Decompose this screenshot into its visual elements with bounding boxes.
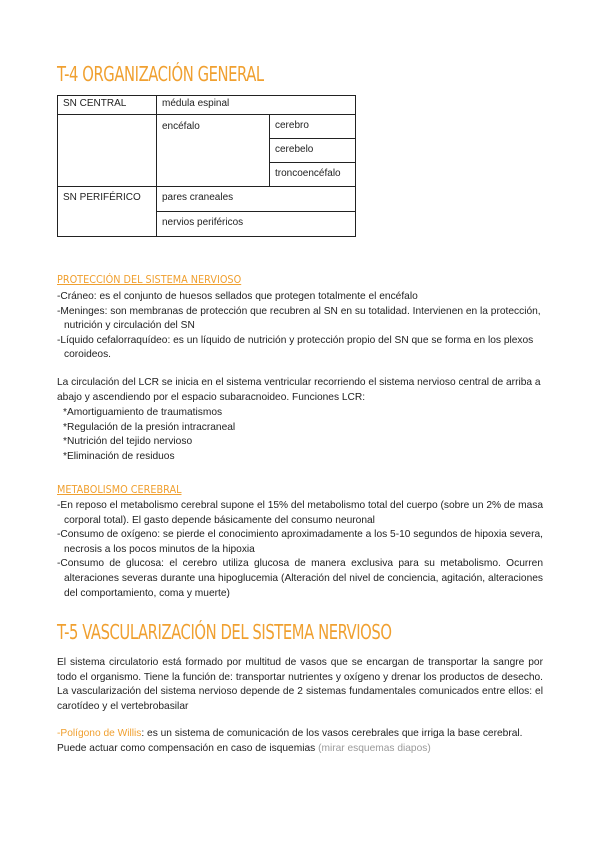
willis-paragraph — [57, 727, 543, 756]
willis-term: -Polígono de Willis — [57, 728, 142, 739]
heading-proteccion: PROTECCIÓN DEL SISTEMA NERVIOSO — [57, 273, 242, 286]
heading-metabolismo: METABOLISMO CEREBRAL — [57, 483, 182, 496]
list-item: -Consumo de oxígeno: se pierde el conocimiento aproximadamente a los 5-10 segundos de hipoxia severa, necrosis a los pocos minutos de la hipoxia — [57, 529, 543, 555]
cell-empty — [58, 163, 157, 187]
list-item: -Cráneo: es el conjunto de huesos sellados que protegen totalmente el encéfalo — [57, 291, 418, 302]
list-item: -En reposo el metabolismo cerebral supone el 15% del metabolismo total del cuerpo (sobre un 2% de masa corporal total). El gasto depende básicamente del consumo neuronal — [57, 500, 543, 526]
list-item: -Consumo de glucosa: el cerebro utiliza glucosa de manera exclusiva para su metabolismo. Ocurren alteraciones severas durante una hipoglucemia (Alteración del nivel de conciencia, agitación, alteraciones del comportamiento, coma y muerte) — [57, 558, 543, 599]
willis-text: : es un sistema de comunicación de los vasos cerebrales que irriga la base cerebral. Puede actuar como compensación en caso de isquemias — [57, 728, 523, 754]
cell-cerebelo: cerebelo — [270, 139, 356, 163]
funciones-list — [57, 406, 549, 464]
cell-cerebro: cerebro — [270, 115, 356, 139]
vascularizacion-intro: El sistema circulatorio está formado por multitud de vasos que se encargan de transportar la sangre por todo el organismo. Tiene la función de: transportar nutrientes y oxígeno y drenar los productos de desecho. La vascularización del sistema nervioso depende de 2 sistemas fundamentales comunicados entre ellos: el carotídeo y el vertebrobasilar — [57, 657, 543, 712]
willis-note: (mirar esquemas diapos) — [318, 742, 431, 754]
section-title-vascularizacion: T-5 VASCULARIZACIÓN DEL SISTEMA NERVIOSO — [57, 620, 392, 644]
cell-encefalo: encéfalo — [157, 115, 270, 187]
organization-table — [57, 95, 356, 237]
cell-empty — [58, 115, 157, 139]
list-item: *Eliminación de residuos — [63, 450, 175, 462]
list-item: *Regulación de la presión intracraneal — [63, 421, 236, 433]
list-item: *Amortiguamiento de traumatismos — [63, 407, 223, 418]
cell-medula: médula espinal — [157, 96, 356, 115]
metabolismo-list — [57, 499, 543, 601]
section-title-organizacion: T-4 ORGANIZACIÓN GENERAL — [57, 62, 264, 86]
cell-sn-central: SN CENTRAL — [58, 96, 157, 115]
cell-pares-craneales: pares craneales — [157, 187, 356, 212]
list-item: -Líquido cefalorraquídeo: es un líquido de nutrición y protección propio del SN que se forma en los plexos coroideos. — [57, 334, 534, 361]
cell-empty — [58, 139, 157, 163]
list-item: -Meninges: son membranas de protección que recubren al SN en su totalidad. Intervienen en la protección, nutrición y circulación del SN — [57, 305, 541, 332]
cell-troncoencefalo: troncoencéfalo — [270, 163, 356, 187]
cell-sn-periferico: SN PERIFÉRICO — [58, 187, 157, 237]
proteccion-list — [57, 290, 543, 363]
lcr-paragraph: La circulación del LCR se inicia en el sistema ventricular recorriendo el sistema nervioso central de arriba a abajo y ascendiendo por el espacio subaracnoideo. Funciones LCR: — [57, 377, 541, 403]
list-item: *Nutrición del tejido nervioso — [63, 436, 193, 448]
cell-nervios-perifericos: nervios periféricos — [157, 212, 356, 237]
